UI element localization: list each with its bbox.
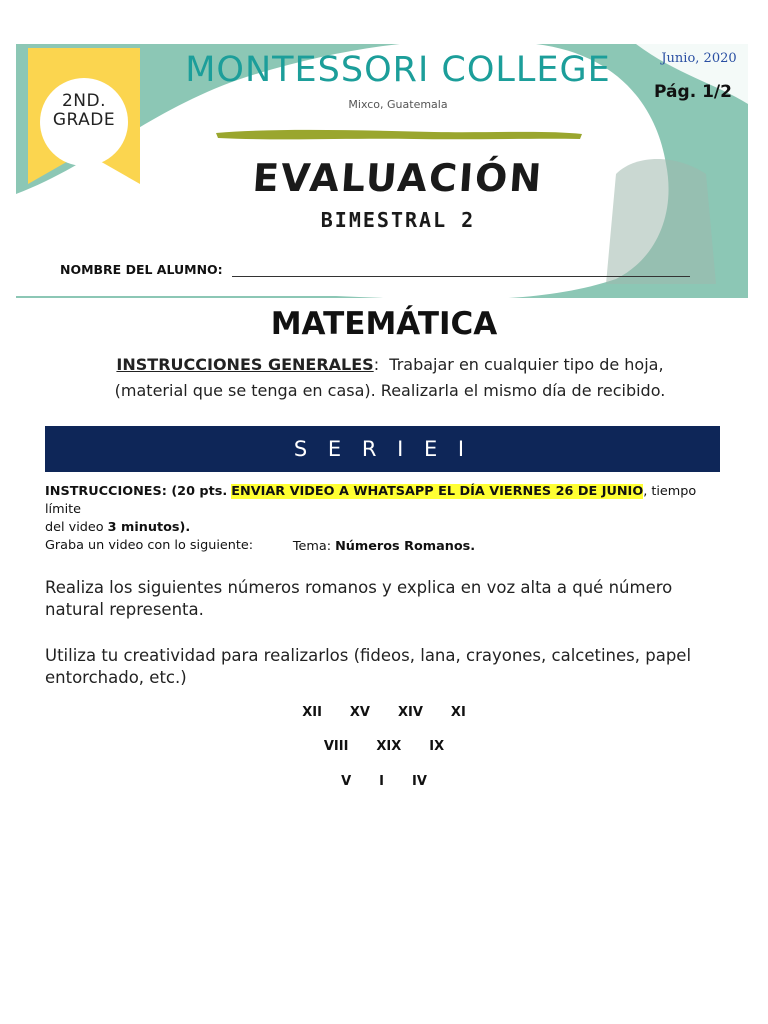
brush-stroke-divider	[214, 124, 584, 146]
badge-line-1: 2ND.	[61, 91, 107, 111]
roman-numeral: V	[341, 774, 352, 789]
grade-badge-text	[28, 92, 140, 130]
roman-numeral: IV	[412, 774, 427, 789]
student-name-label: NOMBRE DEL ALUMNO:	[60, 262, 223, 277]
roman-numeral: XIX	[376, 739, 402, 754]
instructions-line2: del video	[45, 520, 108, 535]
instructions-highlight: ENVIAR VIDEO A WHATSAPP EL DÍA VIERNES 26 DE JUNIO	[231, 484, 644, 499]
roman-numeral: XIV	[398, 705, 423, 720]
page-number: Pág. 1/2	[654, 82, 732, 102]
subject-title: MATEMÁTICA	[270, 306, 498, 342]
roman-numerals-row-2	[0, 739, 768, 754]
general-instructions	[70, 352, 710, 404]
topic-label: Tema:	[292, 539, 336, 554]
roman-numeral: IX	[429, 739, 445, 754]
topic-line	[0, 539, 768, 554]
badge-line-2: GRADE	[52, 110, 116, 130]
evaluation-title: EVALUACIÓN	[251, 156, 545, 200]
general-instructions-line1: Trabajar en cualquier tipo de hoja,	[389, 355, 664, 374]
student-name-row	[60, 262, 700, 284]
instructions-after-highlight: , tiempo límite	[45, 484, 697, 517]
serie-header: S E R I E I	[45, 426, 720, 472]
school-name: MONTESSORI COLLEGE	[185, 50, 611, 90]
instructions-duration: 3 minutos).	[107, 520, 191, 535]
roman-numeral: I	[379, 774, 384, 789]
roman-numeral: VIII	[323, 739, 349, 754]
roman-numerals-row-1	[0, 705, 768, 720]
general-instructions-label: INSTRUCCIONES GENERALES	[116, 355, 374, 374]
task-paragraph-1: Realiza los siguientes números romanos y explica en voz alta a qué número natural representa.	[45, 578, 673, 619]
general-instructions-colon: :	[373, 355, 380, 374]
student-name-line	[232, 276, 690, 277]
roman-numeral: XII	[302, 705, 322, 720]
topic-value: Números Romanos.	[335, 539, 476, 554]
roman-numeral: XV	[349, 705, 370, 720]
roman-numerals-row-3	[0, 774, 768, 789]
school-location: Mixco, Guatemala	[348, 98, 448, 111]
document-date: Junio, 2020	[661, 51, 737, 66]
task-paragraph-2: Utiliza tu creatividad para realizarlos (fideos, lana, crayones, calcetines, papel entorchado, etc.)	[45, 646, 692, 687]
instructions-label: INSTRUCCIONES: (20 pts.	[45, 484, 228, 499]
general-instructions-line2: (material que se tenga en casa). Realizarla el mismo día de recibido.	[114, 381, 666, 400]
evaluation-subtitle: BIMESTRAL 2	[320, 208, 476, 232]
instructions-line3: Graba un video con lo siguiente:	[45, 538, 254, 553]
roman-numeral: XI	[450, 705, 466, 720]
